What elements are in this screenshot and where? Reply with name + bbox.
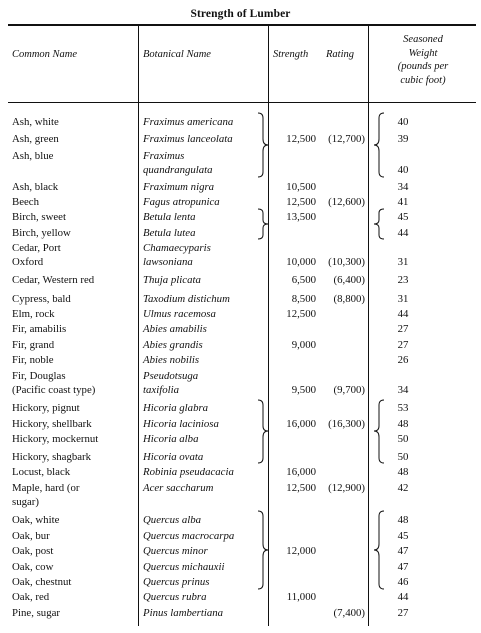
common-name-cell: Fir, amabilis (12, 323, 67, 335)
botanical-name-cell: Quercus prinus (143, 576, 210, 588)
weight-cell: 26 (397, 354, 409, 366)
rating-cell: (8,800) (333, 293, 365, 305)
botanical-name-cell: Fraximum nigra (143, 181, 215, 193)
weight-cell: 44 (397, 308, 409, 320)
botanical-name-cell: Ulmus racemosa (143, 308, 216, 320)
header-common-name: Common Name (12, 49, 78, 60)
common-name-cell: sugar) (12, 496, 39, 508)
rating-cell: (12,900) (328, 482, 365, 494)
rating-cell: (10,300) (328, 256, 365, 268)
strength-cell: 13,500 (286, 211, 316, 223)
common-name-cell: Oak, red (12, 591, 50, 603)
rating-cell: (9,700) (333, 384, 365, 396)
rating-cell: (6,400) (333, 274, 365, 286)
botanical-name-cell: Betula lutea (143, 227, 196, 239)
header-weight-line: (pounds per (397, 61, 449, 72)
common-name-cell: Hickory, pignut (12, 402, 80, 414)
botanical-name-cell: Fraximus (143, 150, 185, 162)
weight-cell: 41 (397, 196, 409, 208)
botanical-name-cell: Quercus michauxii (143, 561, 225, 573)
common-name-cell: Oak, white (12, 514, 60, 526)
common-name-cell: Ash, green (12, 133, 59, 145)
weight-cell: 48 (397, 418, 409, 430)
botanical-name-cell: Abies grandis (143, 339, 203, 351)
common-name-cell: Oak, bur (12, 530, 50, 542)
botanical-name-cell: Robinia pseudacacia (143, 466, 234, 478)
botanical-name-cell: Quercus alba (143, 514, 202, 526)
header-weight-line: cubic foot) (400, 74, 446, 86)
botanical-name-cell: Hicoria alba (143, 433, 199, 445)
common-name-cell: Oak, post (12, 545, 54, 557)
strength-cell: 16,000 (286, 466, 316, 478)
strength-cell: 12,500 (286, 133, 316, 145)
botanical-name-cell: Fagus atropunica (143, 196, 220, 208)
botanical-name-cell: Pinus lambertiana (143, 607, 224, 619)
botanical-name-cell: Betula lenta (143, 211, 196, 223)
rating-cell: (12,600) (328, 196, 365, 208)
weight-cell: 40 (397, 116, 409, 128)
botanical-name-cell: Hicoria laciniosa (143, 418, 219, 430)
brace-weight-hickory (372, 399, 386, 464)
botanical-name-cell: Fraximus lanceolata (143, 133, 233, 145)
weight-cell: 50 (397, 433, 409, 445)
header-weight-line: Weight (408, 47, 438, 59)
botanical-name-cell: Hicoria glabra (143, 402, 209, 414)
botanical-name-cell: taxifolia (143, 384, 179, 396)
weight-cell: 47 (397, 561, 409, 573)
common-name-cell: Ash, blue (12, 150, 54, 162)
top-rule (8, 24, 476, 26)
rating-cell: (16,300) (328, 418, 365, 430)
botanical-name-cell: Pseudotsuga (143, 370, 199, 382)
common-name-cell: Hickory, mockernut (12, 433, 99, 445)
botanical-name-cell: Thuja plicata (143, 274, 201, 286)
strength-cell: 10,500 (286, 181, 316, 193)
weight-cell: 45 (397, 211, 409, 223)
weight-cell: 31 (397, 293, 409, 305)
common-name-cell: Oak, cow (12, 561, 54, 573)
brace-weight-oak (372, 510, 386, 590)
weight-cell: 27 (397, 323, 409, 335)
weight-cell: 23 (397, 274, 409, 286)
header-seasoned-weight (370, 33, 476, 87)
common-name-cell: Maple, hard (or (12, 482, 80, 494)
brace-strength-oak (256, 510, 270, 590)
weight-cell: 45 (397, 530, 409, 542)
header-weight-line: Seasoned (403, 34, 443, 45)
weight-cell: 47 (397, 545, 409, 557)
botanical-name-cell: Acer saccharum (143, 482, 214, 494)
weight-cell: 27 (397, 607, 409, 619)
common-name-cell: Oxford (12, 256, 44, 268)
botanical-name-cell: Taxodium distichum (143, 293, 230, 305)
weight-cell: 27 (397, 339, 409, 351)
column-divider (368, 26, 369, 626)
brace-weight-birch (372, 208, 386, 240)
common-name-cell: Locust, black (12, 466, 71, 478)
common-name-cell: Hickory, shellbark (12, 418, 92, 430)
botanical-name-cell: Fraximus americana (143, 116, 234, 128)
rating-cell: (7,400) (333, 607, 365, 619)
header-botanical-name: Botanical Name (143, 49, 211, 60)
weight-cell: 53 (397, 402, 409, 414)
botanical-name-cell: lawsoniana (143, 256, 193, 268)
botanical-name-cell: quandrangulata (143, 164, 213, 176)
table-title: Strength of Lumber (190, 8, 291, 20)
weight-cell: 48 (397, 514, 409, 526)
weight-cell: 48 (397, 466, 409, 478)
weight-cell: 34 (397, 181, 409, 193)
brace-strength-ash (256, 112, 270, 178)
common-name-cell: Cedar, Western red (12, 274, 95, 286)
common-name-cell: Hickory, shagbark (12, 451, 92, 463)
brace-strength-birch (256, 208, 270, 240)
header-rule (8, 102, 476, 103)
strength-cell: 12,500 (286, 482, 316, 494)
botanical-name-cell: Quercus minor (143, 545, 208, 557)
column-divider (138, 26, 139, 626)
common-name-cell: Beech (12, 196, 39, 208)
common-name-cell: Birch, sweet (12, 211, 66, 223)
common-name-cell: Cedar, Port (12, 242, 61, 254)
botanical-name-cell: Quercus macrocarpa (143, 530, 235, 542)
weight-cell: 46 (397, 576, 409, 588)
botanical-name-cell: Abies amabilis (143, 323, 207, 335)
strength-cell: 12,000 (286, 545, 316, 557)
strength-cell: 8,500 (291, 293, 316, 305)
strength-cell: 16,000 (286, 418, 316, 430)
brace-weight-ash (372, 112, 386, 178)
header-rating: Rating (326, 49, 354, 60)
botanical-name-cell: Chamaecyparis (143, 242, 211, 254)
common-name-cell: Elm, rock (12, 308, 55, 320)
common-name-cell: Birch, yellow (12, 227, 71, 239)
strength-cell: 10,000 (286, 256, 316, 268)
weight-cell: 39 (397, 133, 409, 145)
weight-cell: 31 (397, 256, 409, 268)
weight-cell: 40 (397, 164, 409, 176)
strength-cell: 6,500 (291, 274, 316, 286)
strength-cell: 11,000 (286, 591, 316, 603)
weight-cell: 44 (397, 227, 409, 239)
common-name-cell: (Pacific coast type) (12, 384, 96, 396)
common-name-cell: Pine, sugar (12, 607, 60, 619)
botanical-name-cell: Quercus rubra (143, 591, 207, 603)
common-name-cell: Fir, noble (12, 354, 54, 366)
common-name-cell: Ash, white (12, 116, 59, 128)
rating-cell: (12,700) (328, 133, 365, 145)
weight-cell: 42 (397, 482, 409, 494)
weight-cell: 34 (397, 384, 409, 396)
common-name-cell: Ash, black (12, 181, 59, 193)
strength-cell: 12,500 (286, 308, 316, 320)
weight-cell: 50 (397, 451, 409, 463)
common-name-cell: Oak, chestnut (12, 576, 72, 588)
strength-cell: 12,500 (286, 196, 316, 208)
common-name-cell: Cypress, bald (12, 293, 71, 305)
header-strength: Strength (273, 49, 309, 60)
weight-cell: 44 (397, 591, 409, 603)
strength-cell: 9,000 (291, 339, 316, 351)
botanical-name-cell: Hicoria ovata (143, 451, 204, 463)
common-name-cell: Fir, Douglas (12, 370, 66, 382)
brace-strength-hickory (256, 399, 270, 464)
strength-cell: 9,500 (291, 384, 316, 396)
common-name-cell: Fir, grand (12, 339, 55, 351)
botanical-name-cell: Abies nobilis (143, 354, 200, 366)
